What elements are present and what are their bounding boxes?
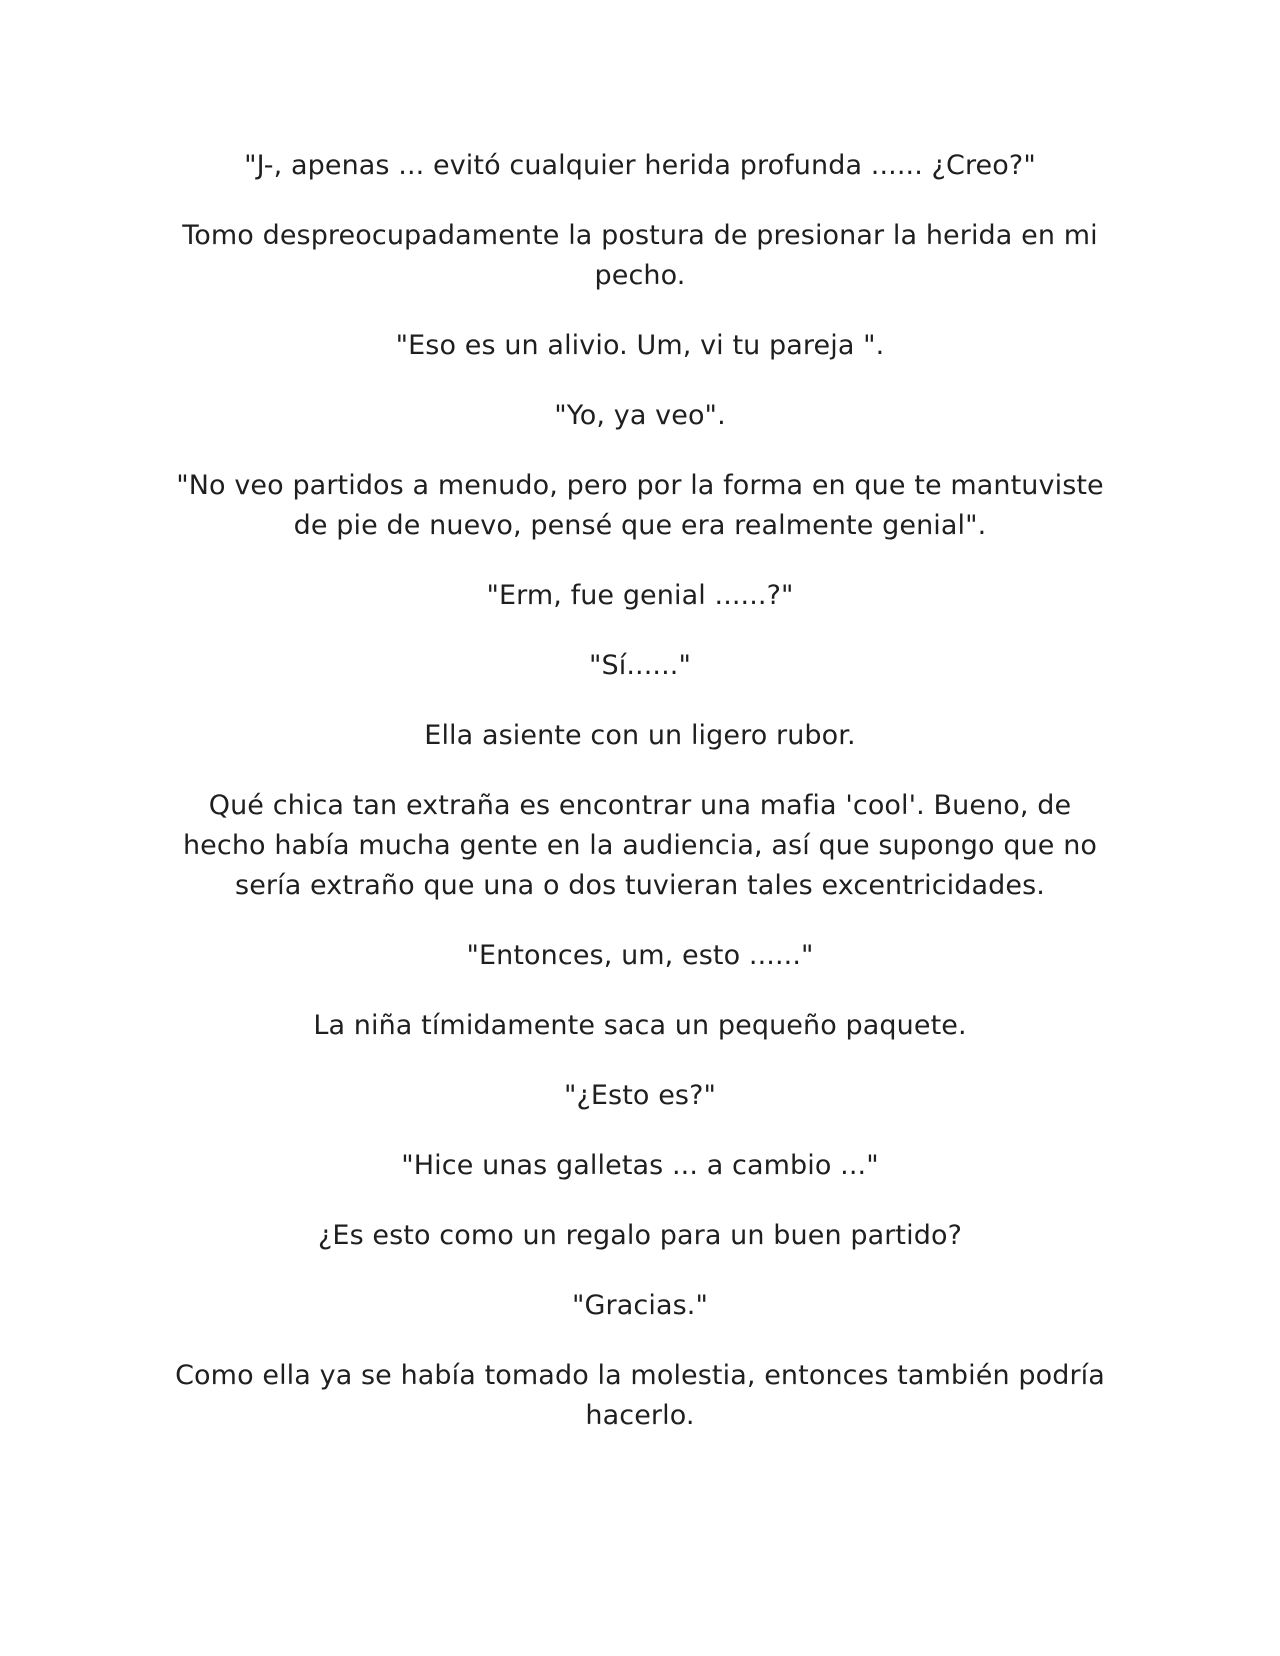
paragraph: Qué chica tan extraña es encontrar una mafia 'cool'. Bueno, de hecho había mucha gente en la audiencia, así que supongo que no sería extraño que una o dos tuvieran tales excentricidades.	[182, 790, 1098, 901]
paragraph: Tomo despreocupadamente la postura de presionar la herida en mi pecho.	[182, 220, 1098, 291]
paragraph: "Erm, fue genial ......?"	[486, 580, 794, 611]
story-text	[165, 146, 1115, 1466]
paragraph: La niña tímidamente saca un pequeño paquete.	[313, 1010, 967, 1041]
paragraph: "No veo partidos a menudo, pero por la forma en que te mantuviste de pie de nuevo, pensé que era realmente genial".	[176, 470, 1104, 541]
paragraph: "Gracias."	[572, 1290, 708, 1321]
paragraph: Ella asiente con un ligero rubor.	[424, 720, 856, 751]
paragraph: "Yo, ya veo".	[554, 400, 726, 431]
paragraph: Como ella ya se había tomado la molestia, entonces también podría hacerlo.	[175, 1360, 1105, 1431]
paragraph: "J-, apenas ... evitó cualquier herida profunda ...... ¿Creo?"	[244, 150, 1036, 181]
paragraph: "Hice unas galletas ... a cambio ..."	[401, 1150, 879, 1181]
paragraph: "Eso es un alivio. Um, vi tu pareja ".	[395, 330, 885, 361]
paragraph: ¿Es esto como un regalo para un buen partido?	[317, 1220, 963, 1251]
paragraph: "¿Esto es?"	[563, 1080, 717, 1111]
paragraph: "Entonces, um, esto ......"	[466, 940, 814, 971]
paragraph: "Sí......"	[589, 650, 691, 681]
